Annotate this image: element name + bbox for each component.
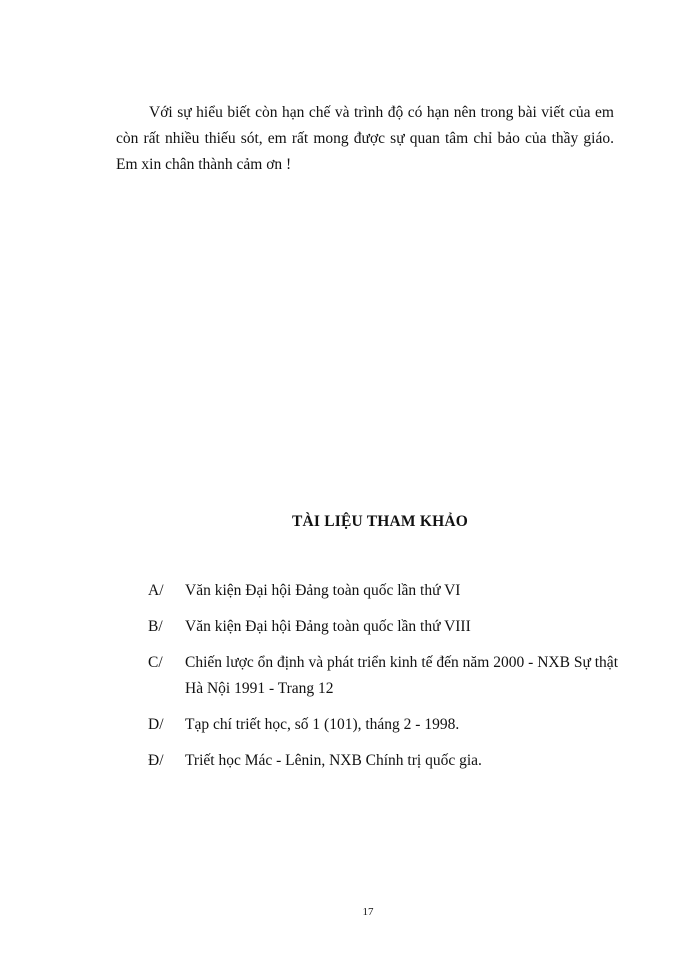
reference-item-d [148, 712, 618, 738]
reference-text: Văn kiện Đại hội Đảng toàn quốc lần thứ VIII [185, 618, 471, 635]
references-list [148, 578, 618, 784]
references-heading: TÀI LIỆU THAM KHẢO [292, 513, 468, 530]
reference-item-b [148, 614, 618, 640]
reference-marker: B/ [148, 618, 163, 635]
reference-text: Tạp chí triết học, số 1 (101), tháng 2 - 1998. [185, 716, 460, 733]
reference-text: Triết học Mác - Lênin, NXB Chính trị quốc gia. [185, 752, 482, 769]
reference-marker: C/ [148, 654, 163, 671]
closing-paragraph: Với sự hiểu biết còn hạn chế và trình độ có hạn nên trong bài viết của em còn rất nhiều thiếu sót, em rất mong được sự quan tâm chỉ bảo của thầy giáo. Em xin chân thành cảm ơn ! [116, 104, 614, 173]
reference-marker: A/ [148, 582, 164, 599]
reference-item-c [148, 650, 618, 702]
reference-text: Chiến lược ổn định và phát triển kinh tế đến năm 2000 - NXB Sự thật Hà Nội 1991 - Trang 12 [185, 654, 618, 697]
reference-marker: D/ [148, 716, 164, 733]
reference-marker: Đ/ [148, 752, 164, 769]
page-number: 17 [362, 906, 374, 918]
reference-text: Văn kiện Đại hội Đảng toàn quốc lần thứ VI [185, 582, 461, 599]
reference-item-dd [148, 748, 618, 774]
reference-item-a [148, 578, 618, 604]
